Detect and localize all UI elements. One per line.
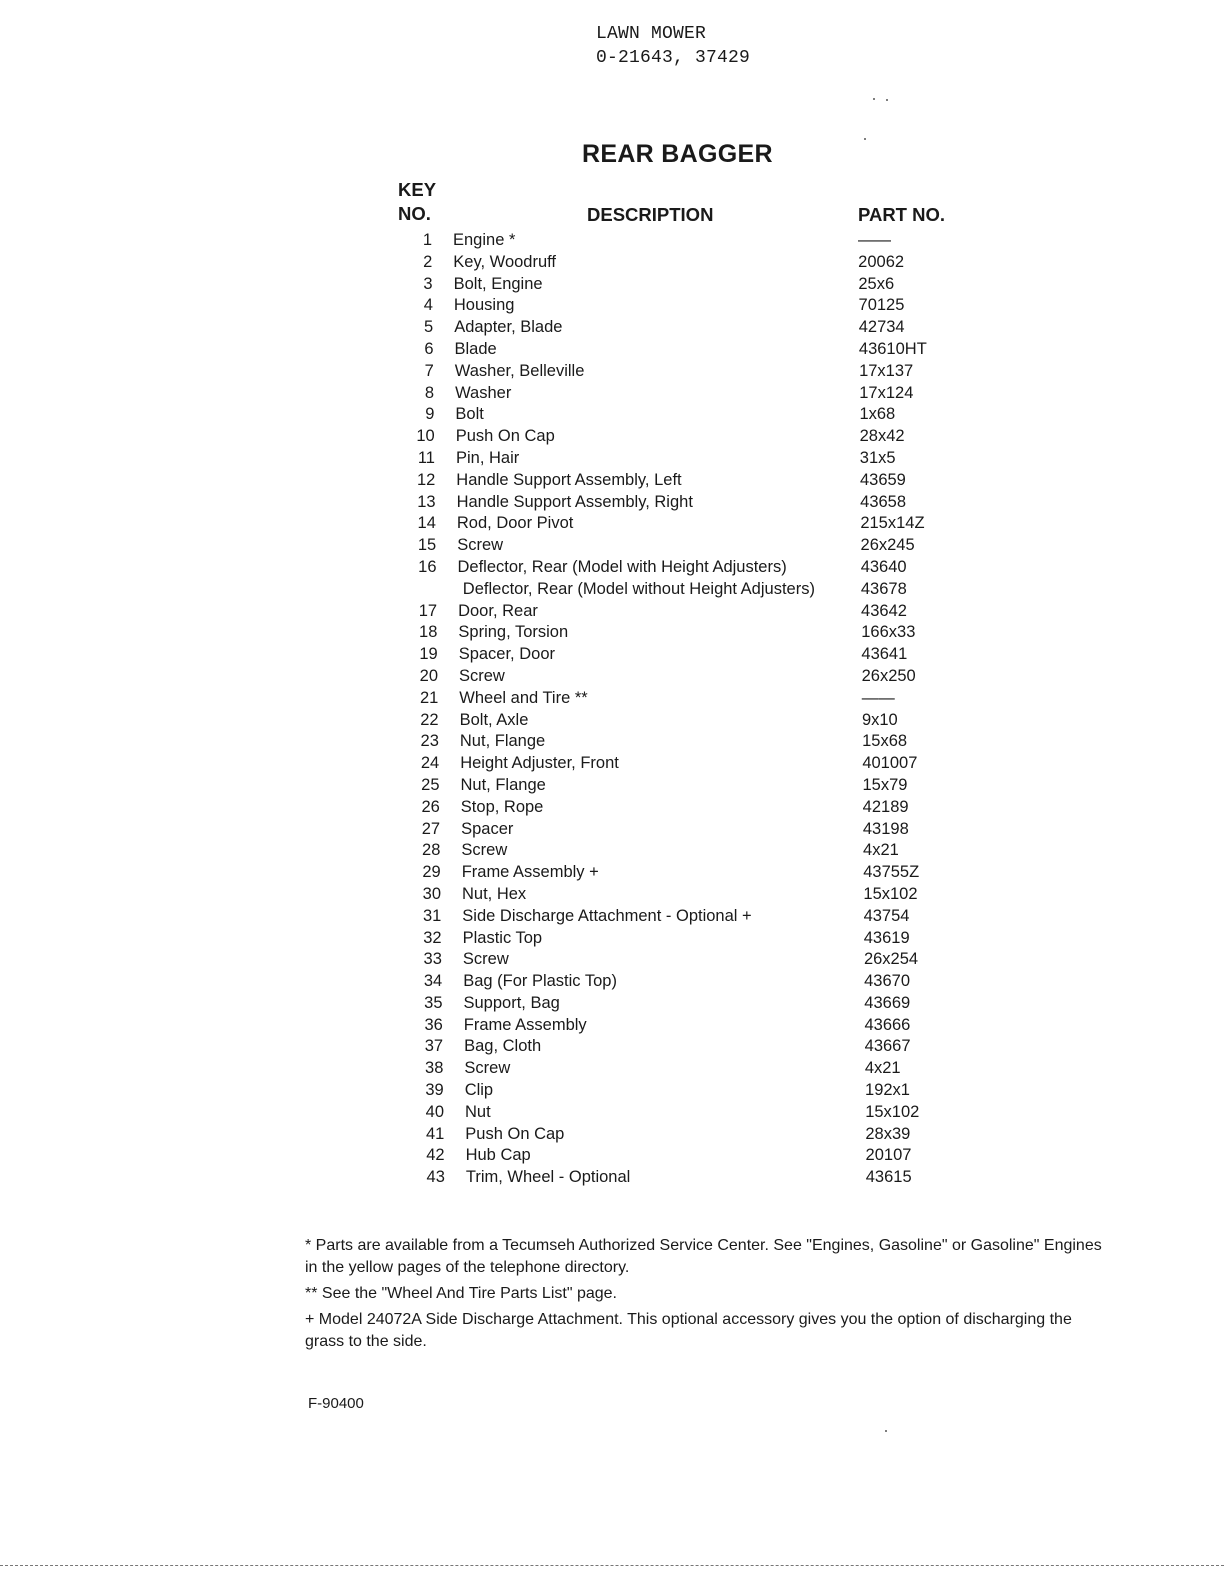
- key-number: 12: [416, 470, 436, 489]
- part-description: Rod, Door Pivot: [456, 514, 574, 533]
- key-number: 26: [421, 797, 440, 816]
- part-number: 17x124: [859, 383, 914, 402]
- part-description: Height Adjuster, Front: [460, 754, 619, 773]
- part-description: Push On Cap: [455, 427, 555, 446]
- table-row: [0, 1102, 1224, 1124]
- part-number: 192x1: [865, 1081, 910, 1100]
- scan-speck: [886, 99, 888, 101]
- table-row: [0, 426, 1224, 448]
- key-number: 29: [422, 863, 441, 882]
- part-number: ——: [858, 231, 891, 249]
- document-code: F-90400: [308, 1395, 364, 1412]
- part-number: 166x33: [861, 623, 916, 642]
- part-number: 43667: [864, 1037, 911, 1056]
- part-number: 15x102: [865, 1102, 920, 1121]
- key-number: 2: [423, 252, 433, 271]
- part-number: 28x42: [859, 427, 905, 446]
- part-description: Support, Bag: [463, 993, 560, 1012]
- table-row: [0, 884, 1224, 906]
- part-description: Nut, Flange: [460, 775, 546, 794]
- key-number: 30: [422, 884, 441, 903]
- part-number: 4x21: [863, 841, 899, 860]
- key-number: 16: [418, 557, 437, 576]
- footnotes: [305, 1235, 1105, 1357]
- product-title: LAWN MOWER: [596, 24, 707, 44]
- part-number: 20107: [865, 1146, 912, 1165]
- part-description: Blade: [454, 339, 497, 358]
- part-number: 9x10: [861, 710, 898, 729]
- key-number: 22: [420, 710, 439, 729]
- model-numbers: 0-21643, 37429: [596, 48, 751, 68]
- key-number: 37: [424, 1037, 444, 1056]
- part-number: 15x79: [862, 775, 908, 794]
- table-row: [0, 971, 1224, 993]
- part-number: 43666: [864, 1015, 911, 1034]
- table-row: [0, 579, 1224, 601]
- key-number: 34: [423, 972, 443, 991]
- table-row: [0, 404, 1224, 426]
- part-description: Engine *: [453, 231, 516, 249]
- key-number: 3: [423, 274, 433, 293]
- part-number: 401007: [862, 754, 918, 773]
- key-number: 33: [423, 950, 442, 969]
- part-number: 43641: [861, 645, 908, 664]
- table-row: [0, 448, 1224, 470]
- document-header: [596, 22, 750, 70]
- part-number: 215x14Z: [860, 514, 925, 533]
- part-number: ——: [861, 688, 895, 707]
- table-row: [0, 688, 1224, 710]
- table-row: [0, 1145, 1224, 1167]
- part-description: Plastic Top: [462, 928, 543, 947]
- part-number: 31x5: [859, 448, 896, 467]
- key-number: 27: [421, 819, 441, 838]
- part-number: 43670: [864, 972, 910, 991]
- table-row: [0, 295, 1224, 317]
- part-number: 17x137: [859, 361, 914, 380]
- part-description: Screw: [459, 666, 505, 685]
- parts-list: [0, 230, 1224, 1189]
- table-row: [0, 797, 1224, 819]
- table-row: [0, 710, 1224, 732]
- table-row: [0, 383, 1224, 405]
- table-row: [0, 775, 1224, 797]
- key-number: 32: [423, 928, 442, 947]
- table-row: [0, 862, 1224, 884]
- table-row: [0, 840, 1224, 862]
- part-description: Bag (For Plastic Top): [463, 972, 617, 991]
- part-description: Stop, Rope: [460, 797, 544, 816]
- key-number: 15: [417, 536, 437, 555]
- part-description: Housing: [453, 296, 515, 315]
- table-row: [0, 949, 1224, 971]
- part-description: Trim, Wheel - Optional: [465, 1168, 631, 1187]
- table-row: [0, 361, 1224, 383]
- part-description: Clip: [464, 1081, 494, 1100]
- key-number: 41: [425, 1124, 445, 1143]
- engine-footnote: * Parts are available from a Tecumseh Authorized Service Center. See "Engines, Gasoline" or Gasoline" Engines in the yellow pages of the telephone directory.: [305, 1237, 1102, 1276]
- key-number: 9: [425, 405, 435, 424]
- part-description: Screw: [461, 841, 508, 860]
- table-row: [0, 513, 1224, 535]
- part-number: 26x254: [863, 950, 919, 969]
- description-header: DESCRIPTION: [587, 204, 714, 225]
- table-row: [0, 622, 1224, 644]
- part-description: Hub Cap: [465, 1146, 531, 1165]
- table-row: [0, 470, 1224, 492]
- key-number: 40: [425, 1102, 444, 1121]
- part-number: 43755Z: [863, 863, 920, 882]
- part-no-header: PART NO.: [858, 204, 946, 225]
- key-number: 10: [416, 427, 435, 446]
- part-number: 43615: [865, 1168, 912, 1187]
- part-number: 43658: [860, 492, 907, 511]
- page-title: REAR BAGGER: [582, 140, 773, 168]
- table-row: [0, 1167, 1224, 1189]
- key-number: 20: [419, 666, 438, 685]
- part-description: Spacer, Door: [458, 645, 555, 664]
- part-description: Spring, Torsion: [458, 623, 569, 642]
- key-number: 14: [417, 514, 436, 533]
- part-number: 43754: [863, 906, 910, 925]
- key-number: 24: [420, 754, 440, 773]
- key-number: 13: [417, 492, 436, 511]
- part-number: 26x245: [860, 536, 915, 555]
- table-row: [0, 1015, 1224, 1037]
- part-description: Bolt, Engine: [453, 274, 543, 293]
- table-row: [0, 1036, 1224, 1058]
- table-row: [0, 819, 1224, 841]
- part-description: Washer, Belleville: [454, 361, 585, 380]
- part-number: 26x250: [861, 666, 916, 685]
- table-row: [0, 557, 1224, 579]
- part-description: Adapter, Blade: [454, 318, 563, 337]
- table-row: [0, 535, 1224, 557]
- key-number: 23: [420, 732, 439, 751]
- wheel-footnote: ** See the "Wheel And Tire Parts List" page.: [305, 1285, 617, 1302]
- part-number: 20062: [858, 252, 905, 271]
- part-description: Deflector, Rear (Model without Height Adjusters): [462, 579, 815, 598]
- table-row: [0, 753, 1224, 775]
- part-description: Bolt, Axle: [459, 710, 529, 729]
- part-description: Pin, Hair: [456, 448, 520, 467]
- part-number: 15x68: [862, 732, 908, 751]
- scan-speck: [864, 138, 866, 140]
- part-description: Bag, Cloth: [464, 1037, 542, 1056]
- key-number: 7: [424, 361, 434, 380]
- part-description: Push On Cap: [465, 1124, 565, 1143]
- key-number: 19: [419, 645, 438, 664]
- key-number: 11: [417, 448, 435, 467]
- table-row: [0, 492, 1224, 514]
- table-row: [0, 252, 1224, 274]
- table-row: [0, 1058, 1224, 1080]
- key-number: 43: [426, 1168, 445, 1187]
- scan-edge-line: [0, 1565, 1224, 1566]
- part-number: 43619: [863, 928, 910, 947]
- part-description: Deflector, Rear (Model with Height Adjusters): [457, 557, 787, 576]
- table-row: [0, 1124, 1224, 1146]
- key-number: 42: [426, 1146, 445, 1165]
- part-description: Handle Support Assembly, Left: [456, 470, 682, 489]
- part-number: 25x6: [858, 274, 895, 293]
- table-row: [0, 731, 1224, 753]
- part-number: 4x21: [864, 1059, 901, 1078]
- key-number: 38: [425, 1059, 444, 1078]
- table-row: [0, 339, 1224, 361]
- part-number: 42189: [862, 797, 909, 816]
- table-row: [0, 274, 1224, 296]
- part-description: Handle Support Assembly, Right: [456, 492, 693, 511]
- key-number: 35: [424, 993, 443, 1012]
- part-number: 43659: [859, 470, 906, 489]
- part-description: Spacer: [461, 819, 514, 838]
- key-number: 4: [423, 296, 433, 315]
- part-description: Bolt: [455, 405, 484, 424]
- part-description: Frame Assembly: [463, 1015, 587, 1034]
- part-description: Side Discharge Attachment - Optional +: [462, 906, 752, 925]
- key-number: 6: [424, 339, 434, 358]
- table-row: [0, 1080, 1224, 1102]
- table-row: [0, 906, 1224, 928]
- scan-speck: [873, 98, 875, 100]
- key-number: 25: [421, 775, 440, 794]
- key-no-header: [398, 178, 436, 226]
- part-description: Door, Rear: [458, 601, 538, 620]
- part-description: Frame Assembly +: [461, 863, 599, 882]
- scan-speck: [885, 1430, 887, 1432]
- key-number: 36: [424, 1015, 443, 1034]
- key-number: 5: [424, 318, 434, 337]
- key-header-line2: NO.: [398, 203, 431, 224]
- part-description: Screw: [464, 1059, 511, 1078]
- side-discharge-footnote: + Model 24072A Side Discharge Attachment. This optional accessory gives you the option of discharging the grass to the side.: [305, 1311, 1072, 1350]
- part-description: Key, Woodruff: [453, 252, 557, 271]
- table-row: [0, 928, 1224, 950]
- part-number: 43678: [860, 579, 907, 598]
- part-description: Nut, Flange: [459, 732, 546, 751]
- part-number: 70125: [858, 296, 905, 315]
- table-row: [0, 666, 1224, 688]
- table-row: [0, 230, 1224, 252]
- key-number: 21: [419, 688, 439, 707]
- key-header-line1: KEY: [398, 179, 437, 200]
- part-number: 15x102: [863, 884, 918, 903]
- part-number: 43642: [861, 601, 907, 620]
- part-description: Wheel and Tire **: [459, 688, 588, 707]
- part-number: 28x39: [865, 1124, 911, 1143]
- part-number: 43198: [862, 819, 909, 838]
- table-row: [0, 993, 1224, 1015]
- table-row: [0, 601, 1224, 623]
- part-description: Screw: [457, 536, 504, 555]
- key-number: 39: [425, 1081, 444, 1100]
- key-number: 28: [422, 841, 441, 860]
- key-number: 1: [422, 231, 432, 249]
- table-row: [0, 317, 1224, 339]
- part-description: Nut, Hex: [462, 884, 527, 903]
- part-number: 43640: [860, 557, 907, 576]
- key-number: 8: [424, 383, 435, 402]
- part-description: Washer: [455, 383, 512, 402]
- part-number: 42734: [858, 318, 905, 337]
- part-number: 43610HT: [858, 339, 927, 358]
- part-number: 43669: [864, 993, 911, 1012]
- part-description: Nut: [465, 1102, 491, 1121]
- part-number: 1x68: [859, 405, 896, 424]
- key-number: 17: [418, 601, 438, 620]
- key-number: 18: [419, 623, 438, 642]
- key-number: 31: [422, 906, 442, 925]
- part-description: Screw: [462, 950, 509, 969]
- table-row: [0, 644, 1224, 666]
